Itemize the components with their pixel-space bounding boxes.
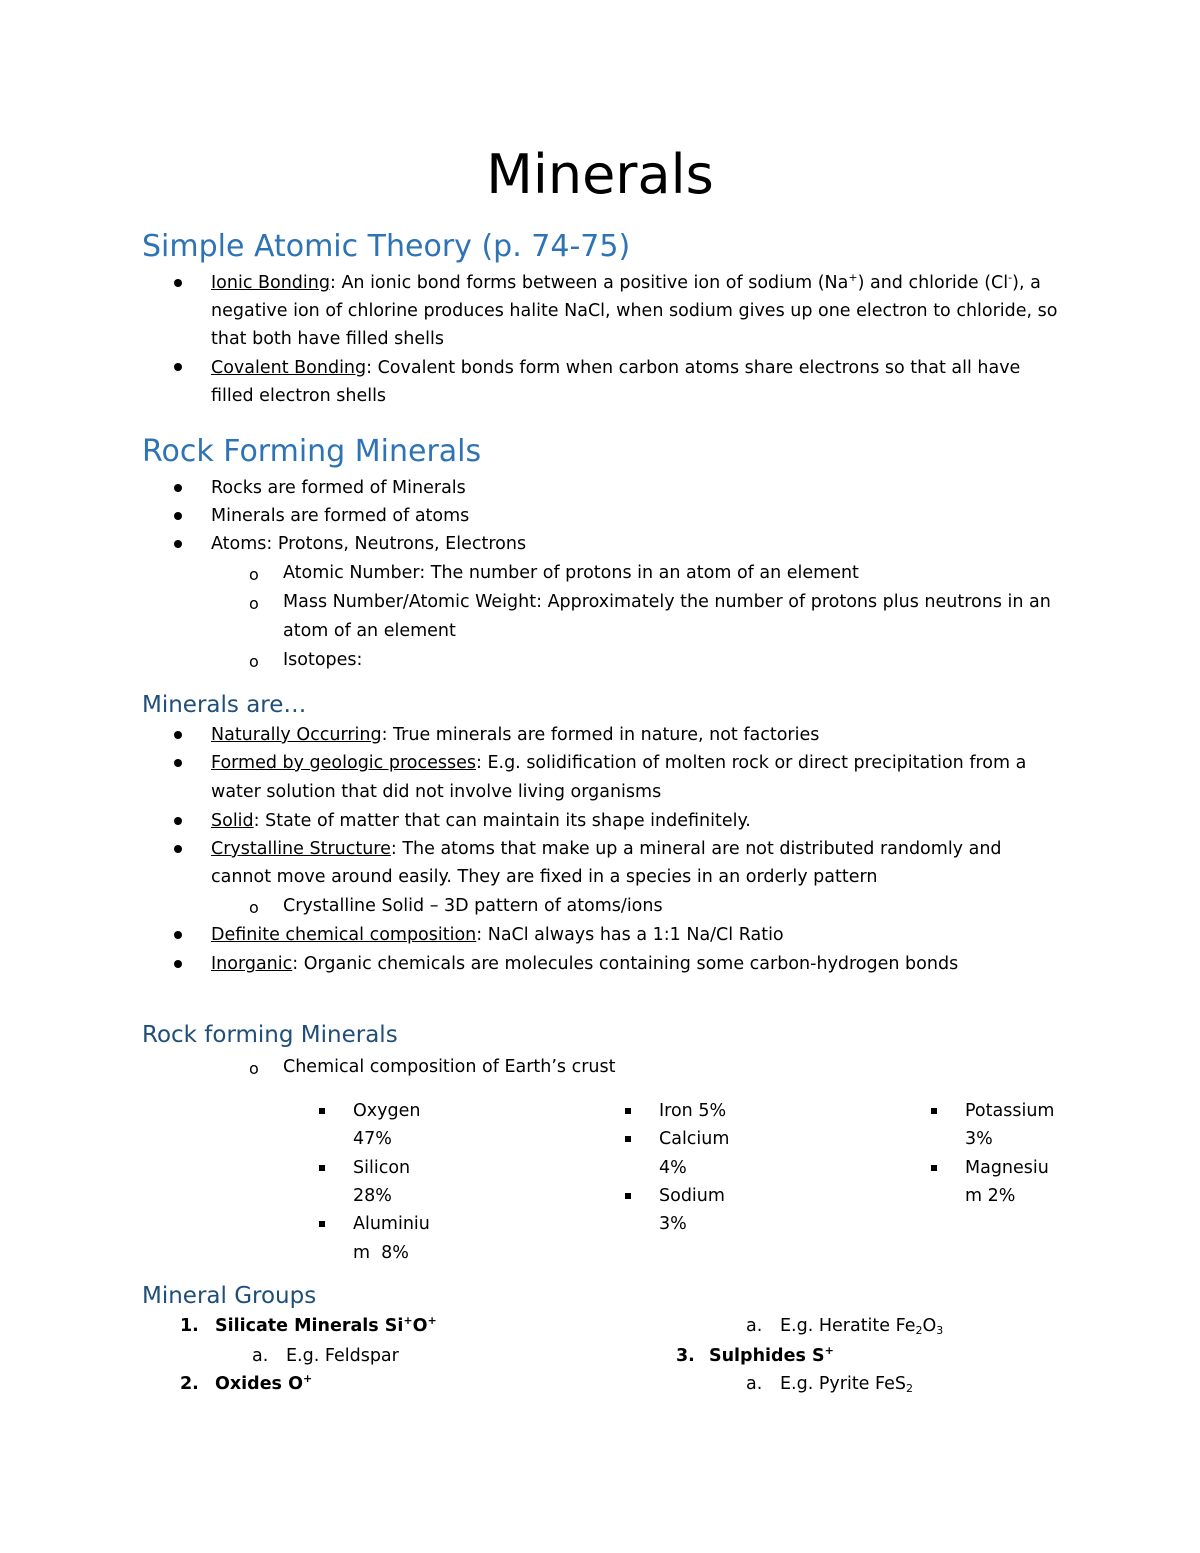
element-oxygen-percent: 47% (353, 1129, 392, 1149)
element-oxygen: Oxygen (353, 1101, 421, 1121)
text: O (922, 1316, 937, 1336)
term-ionic-bonding: Ionic Bonding (211, 273, 330, 293)
crust-composition-label: Chemical composition of Earth’s crust (283, 1057, 616, 1077)
ionic-bonding-line-1 (211, 269, 1041, 297)
sub-item-isotopes: Isotopes: (283, 650, 363, 670)
group-sulphides (709, 1342, 834, 1370)
list-number: 2. (180, 1374, 199, 1394)
covalent-bonding-line-2: filled electron shells (211, 386, 387, 406)
element-silicon: Silicon (353, 1158, 411, 1178)
text: Silicate Minerals Si (215, 1316, 404, 1336)
subscript: 2 (915, 1324, 923, 1337)
element-sodium: Sodium (659, 1186, 725, 1206)
element-iron: Iron 5% (659, 1101, 727, 1121)
definite-composition-line (211, 921, 784, 949)
heading-rock-forming-minerals: Rock Forming Minerals (142, 434, 482, 469)
sub-item-mass-number-2: atom of an element (283, 621, 456, 641)
text: Oxides O (215, 1374, 303, 1394)
bullet-dot (174, 759, 182, 767)
square-bullet (625, 1193, 631, 1199)
group-silicate-minerals (215, 1312, 437, 1340)
text: : Organic chemicals are molecules containing some carbon-hydrogen bonds (292, 954, 959, 974)
covalent-bonding-line-1 (211, 354, 1020, 382)
crystalline-structure-line-1 (211, 835, 1002, 863)
term-definite-composition: Definite chemical composition (211, 925, 477, 945)
text: : NaCl always has a 1:1 Na/Cl Ratio (476, 925, 784, 945)
list-letter: a. (746, 1374, 763, 1394)
square-bullet (931, 1165, 937, 1171)
element-sodium-percent: 3% (659, 1214, 687, 1234)
text: ) and chloride (Cl (857, 273, 1009, 293)
text: : State of matter that can maintain its shape indefinitely. (253, 811, 751, 831)
text: ), a (1012, 273, 1041, 293)
group-oxides (215, 1370, 312, 1398)
text: E.g. Heratite Fe (780, 1316, 916, 1336)
element-calcium-percent: 4% (659, 1158, 687, 1178)
list-item: Atoms: Protons, Neutrons, Electrons (211, 534, 527, 554)
term-naturally-occurring: Naturally Occurring (211, 725, 382, 745)
superscript: + (427, 1314, 437, 1327)
circle-bullet: o (249, 898, 259, 917)
superscript: + (302, 1372, 313, 1385)
heading-simple-atomic-theory: Simple Atomic Theory (p. 74-75) (142, 229, 631, 264)
sub-item-mass-number-1: Mass Number/Atomic Weight: Approximately the number of protons plus neutrons in an (283, 592, 1051, 612)
text: : E.g. solidification of molten rock or direct precipitation from a (476, 753, 1027, 773)
bullet-dot (174, 512, 182, 520)
subscript: 3 (936, 1324, 944, 1337)
bullet-dot (174, 931, 182, 939)
example-heratite (780, 1312, 943, 1340)
text: : The atoms that make up a mineral are not distributed randomly and (390, 839, 1002, 859)
text: O (412, 1316, 428, 1336)
element-aluminium-percent: m 8% (353, 1243, 409, 1263)
bullet-dot (174, 484, 182, 492)
bullet-dot (174, 363, 182, 371)
element-magnesium: Magnesiu (965, 1158, 1049, 1178)
text: Sulphides S (709, 1346, 825, 1366)
example-feldspar: E.g. Feldspar (286, 1346, 399, 1366)
term-crystalline-structure: Crystalline Structure (211, 839, 391, 859)
element-aluminium: Aluminiu (353, 1214, 430, 1234)
heading-mineral-groups: Mineral Groups (142, 1283, 317, 1309)
term-inorganic: Inorganic (211, 954, 293, 974)
list-letter: a. (746, 1316, 763, 1336)
list-item: Rocks are formed of Minerals (211, 478, 466, 498)
list-item: Minerals are formed of atoms (211, 506, 470, 526)
heading-minerals-are: Minerals are… (142, 692, 307, 718)
naturally-occurring-line (211, 721, 819, 749)
subscript: 2 (906, 1382, 913, 1395)
element-potassium-percent: 3% (965, 1129, 993, 1149)
element-silicon-percent: 28% (353, 1186, 392, 1206)
heading-rock-forming-minerals-2: Rock forming Minerals (142, 1022, 398, 1048)
square-bullet (319, 1165, 325, 1171)
square-bullet (319, 1221, 325, 1227)
circle-bullet: o (249, 1059, 259, 1078)
square-bullet (625, 1136, 631, 1142)
square-bullet (931, 1108, 937, 1114)
circle-bullet: o (249, 594, 259, 613)
solid-line (211, 807, 751, 835)
superscript: + (848, 271, 858, 284)
example-pyrite (780, 1370, 913, 1398)
list-letter: a. (252, 1346, 269, 1366)
text: : An ionic bond forms between a positive ion of sodium (Na (329, 273, 849, 293)
crystalline-structure-line-2: cannot move around easily. They are fixed in a species in an orderly pattern (211, 867, 878, 887)
text: : True minerals are formed in nature, not factories (381, 725, 820, 745)
square-bullet (319, 1108, 325, 1114)
superscript: - (1008, 271, 1013, 284)
list-number: 3. (676, 1346, 695, 1366)
inorganic-line (211, 950, 958, 978)
bullet-dot (174, 960, 182, 968)
geologic-processes-line-2: water solution that did not involve living organisms (211, 782, 662, 802)
sub-item-crystalline-solid: Crystalline Solid – 3D pattern of atoms/ions (283, 896, 663, 916)
text: E.g. Pyrite FeS (780, 1374, 906, 1394)
superscript: + (824, 1344, 834, 1357)
term-solid: Solid (211, 811, 254, 831)
ionic-bonding-line-3: that both have filled shells (211, 329, 444, 349)
ionic-bonding-line-2: negative ion of chlorine produces halite NaCl, when sodium gives up one electron to chloride, so (211, 301, 1058, 321)
element-potassium: Potassium (965, 1101, 1055, 1121)
bullet-dot (174, 540, 182, 548)
element-calcium: Calcium (659, 1129, 730, 1149)
bullet-dot (174, 845, 182, 853)
superscript: + (403, 1314, 413, 1327)
bullet-dot (174, 731, 182, 739)
bullet-dot (174, 817, 182, 825)
circle-bullet: o (249, 565, 259, 584)
term-covalent-bonding: Covalent Bonding (211, 358, 367, 378)
list-number: 1. (180, 1316, 199, 1336)
element-magnesium-percent: m 2% (965, 1186, 1016, 1206)
text: : Covalent bonds form when carbon atoms share electrons so that all have (366, 358, 1021, 378)
circle-bullet: o (249, 652, 259, 671)
term-geologic-processes: Formed by geologic processes (211, 753, 476, 773)
geologic-processes-line-1 (211, 749, 1026, 777)
page-title: Minerals (486, 143, 714, 206)
square-bullet (625, 1108, 631, 1114)
sub-item-atomic-number: Atomic Number: The number of protons in an atom of an element (283, 563, 859, 583)
bullet-dot (174, 279, 182, 287)
